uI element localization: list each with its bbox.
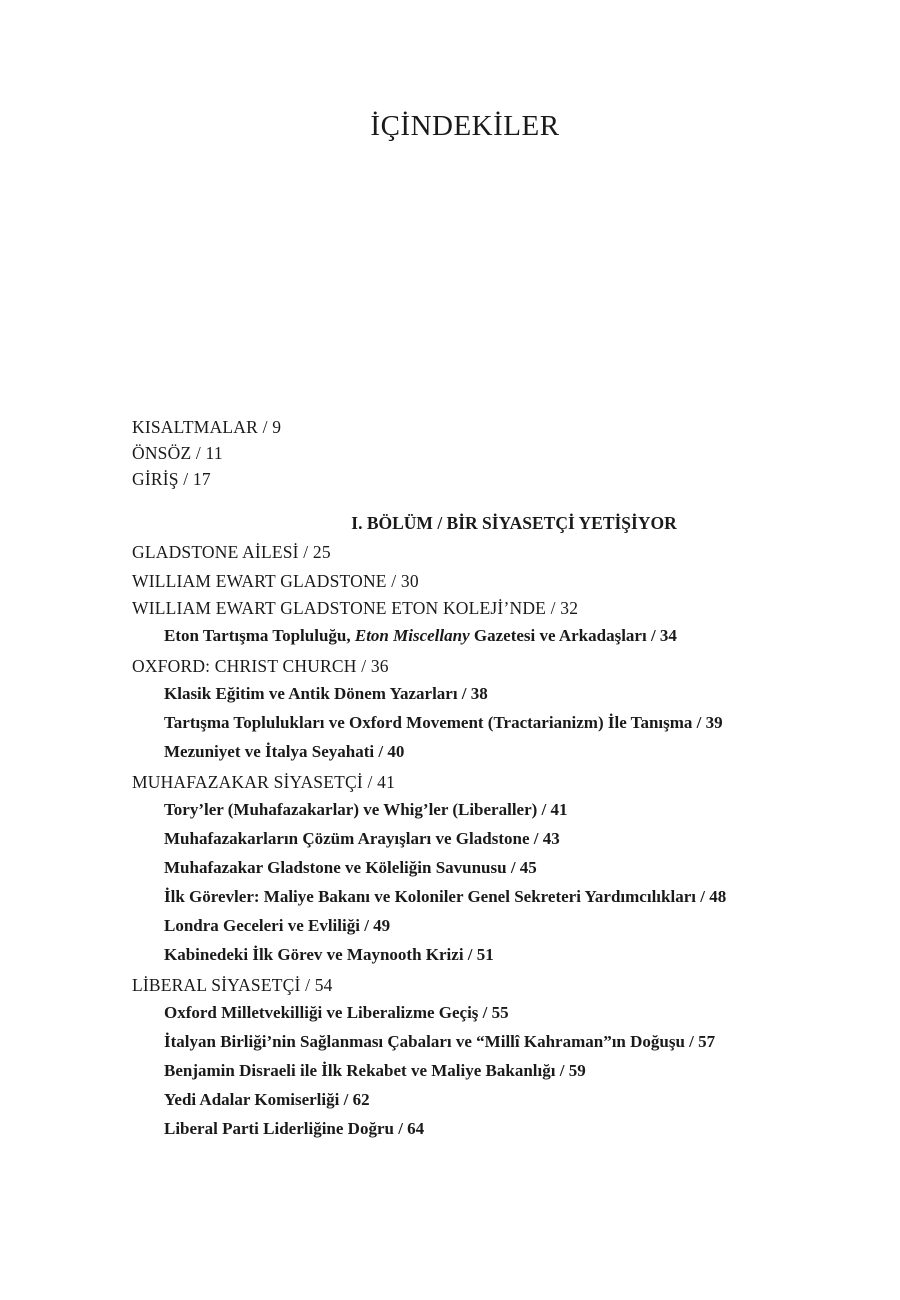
section-entry: Tartışma Toplulukları ve Oxford Movement (Tractarianizm) İle Tanışma / 39 [164,713,723,732]
section-entry: Kabinedeki İlk Görev ve Maynooth Krizi / 51 [164,945,494,964]
chapter-entry: WILLIAM EWART GLADSTONE ETON KOLEJİ’NDE / 32 [132,598,579,618]
section-entry: Mezuniyet ve İtalya Seyahati / 40 [164,742,405,761]
chapter-entry: MUHAFAZAKAR SİYASETÇİ / 41 [132,772,396,792]
toc-entry: KISALTMALAR / 9 [132,417,282,437]
chapter-entry: WILLIAM EWART GLADSTONE / 30 [132,571,419,591]
section-entry: İlk Görevler: Maliye Bakanı ve Koloniler Genel Sekreteri Yardımcılıkları / 48 [164,887,727,906]
section-entry: Tory’ler (Muhafazakarlar) ve Whig’ler (Liberaller) / 41 [164,800,568,819]
section-entry: İtalyan Birliği’nin Sağlanması Çabaları ve “Millî Kahraman”ın Doğuşu / 57 [164,1032,716,1051]
section-entry [132,621,832,650]
part-heading: I. BÖLÜM / BİR SİYASETÇİ YETİŞİYOR [351,513,677,533]
section-entry: Londra Geceleri ve Evliliği / 49 [164,916,391,935]
section-text: Eton Tartışma Topluluğu, [164,626,355,645]
section-entry: Benjamin Disraeli ile İlk Rekabet ve Maliye Bakanlığı / 59 [164,1061,586,1080]
chapter-entry: OXFORD: CHRIST CHURCH / 36 [132,656,389,676]
table-of-contents [132,414,832,1143]
toc-entry: GİRİŞ / 17 [132,469,211,489]
section-text: Gazetesi ve Arkadaşları / 34 [469,626,677,645]
page-title: İÇİNDEKİLER [370,110,560,142]
section-entry: Liberal Parti Liderliğine Doğru / 64 [164,1119,425,1138]
toc-entry: ÖNSÖZ / 11 [132,443,223,463]
section-entry: Oxford Milletvekilliği ve Liberalizme Geçiş / 55 [164,1003,509,1022]
front-matter-list [132,414,832,492]
chapter-entry: GLADSTONE AİLESİ / 25 [132,542,331,562]
chapter-entry: LİBERAL SİYASETÇİ / 54 [132,975,333,995]
section-entry: Yedi Adalar Komiserliği / 62 [164,1090,370,1109]
section-entry: Muhafazakar Gladstone ve Köleliğin Savunusu / 45 [164,858,537,877]
section-entry: Muhafazakarların Çözüm Arayışları ve Gladstone / 43 [164,829,560,848]
section-entry: Klasik Eğitim ve Antik Dönem Yazarları / 38 [164,684,488,703]
section-italic-title: Eton Miscellany [354,626,470,645]
